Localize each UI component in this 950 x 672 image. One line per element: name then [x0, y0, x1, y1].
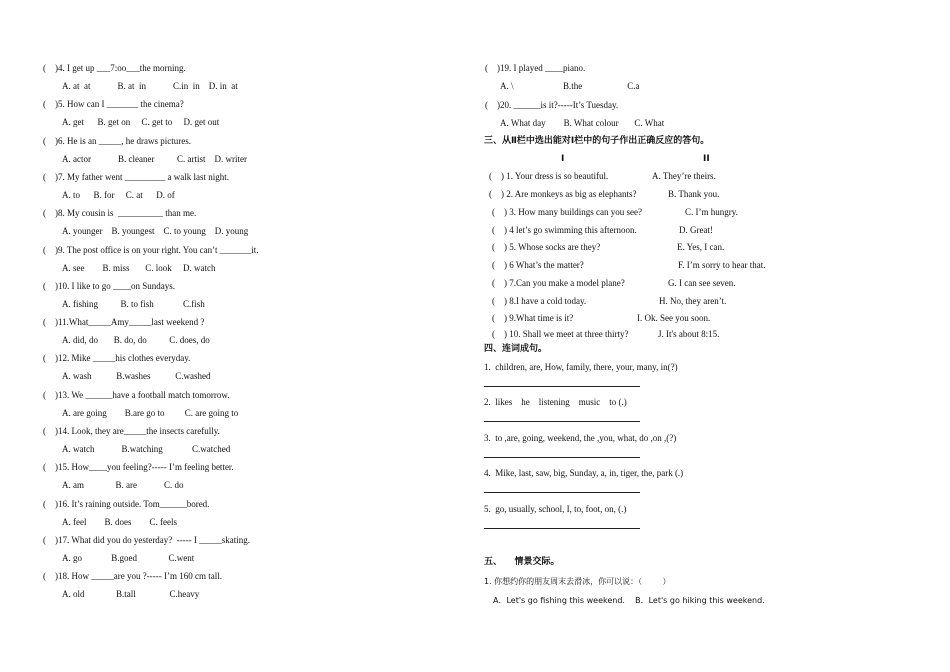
match-answer: A. They’re theirs.	[652, 171, 716, 181]
question-line: ( )8. My cousin is __________ than me.	[43, 208, 197, 219]
word-order-item: 4. Mike, last, saw, big, Sunday, a, in, tiger, the, park (.)	[484, 468, 684, 478]
match-answer: E. Yes, I can.	[677, 242, 725, 252]
question-options: A. feel B. does C. feels	[62, 516, 177, 527]
question-options: A. go B.goed C.went	[62, 552, 195, 563]
word-order-item: 5. go, usually, school, I, to, foot, on, (.)	[484, 504, 627, 514]
match-answer: D. Great!	[679, 225, 713, 235]
match-answer: G. I can see seven.	[668, 278, 736, 288]
question-line: ( )5. How can I _______ the cinema?	[43, 99, 184, 110]
answer-line	[484, 386, 640, 387]
question-options: A. wash B.washes C.washed	[62, 371, 211, 382]
question-options: A. watch B.watching C.watched	[62, 444, 231, 454]
question-options: A. What day B. What colour C. What	[500, 118, 665, 128]
question-line: ( )19. I played ____piano.	[485, 63, 586, 73]
column-header-1: I	[561, 154, 565, 164]
match-item: ( ) 8.I have a cold today.	[492, 296, 587, 306]
question-line: ( )16. It’s raining outside. Tom______bored.	[43, 498, 210, 509]
match-item: ( ) 6 What’s the matter?	[492, 260, 584, 270]
question-line: ( )15. How____you feeling?----- I’m feeling better.	[43, 462, 234, 473]
section-title: 四、连词成句。	[484, 344, 548, 354]
question-line: ( )4. I get up ___7:oo___the morning.	[43, 63, 186, 73]
match-answer: F. I’m sorry to hear that.	[678, 260, 766, 270]
question-options: A. at at B. at in C.in in D. in at	[62, 81, 238, 91]
question-line: ( )18. How _____are you ?----- I’m 160 cm tall.	[43, 571, 222, 582]
question-options: A. get B. get on C. get to D. get out	[62, 117, 220, 128]
question-line: ( )14. Look, they are_____the insects carefully.	[43, 426, 220, 436]
question-line: ( )11.What_____Amy_____last weekend ?	[43, 317, 205, 328]
match-item: ( ) 5. Whose socks are they?	[492, 242, 601, 252]
question-line: ( )9. The post office is on your right. You can’t _______it.	[43, 244, 259, 255]
question-options: A. did, do B. do, do C. does, do	[62, 335, 210, 346]
question-line: ( )12. Mike _____his clothes everyday.	[43, 353, 191, 364]
match-item: ( ) 3. How many buildings can you see?	[492, 207, 642, 217]
match-answer: C. I’m hungry.	[685, 207, 738, 217]
question-options: A. younger B. youngest C. to young D. young	[62, 226, 249, 237]
question-options: A. fishing B. to fish C.fish	[62, 298, 205, 309]
question-options: A. are going B.are go to C. are going to	[62, 407, 239, 418]
answer-line	[484, 492, 640, 493]
match-item: ( ) 9.What time is it?	[492, 313, 574, 323]
match-item: ( ) 1. Your dress is so beautiful.	[489, 171, 609, 181]
match-answer: J. It's about 8:15.	[658, 329, 720, 339]
situation-question: 1. 你想约你的朋友周末去滑冰，你可以说：（ ）	[484, 577, 671, 586]
match-item: ( ) 2. Are monkeys as big as elephants?	[489, 189, 637, 199]
match-answer: B. Thank you.	[668, 189, 720, 199]
question-line: ( )20. ______is it?-----It’s Tuesday.	[485, 100, 619, 110]
question-line: ( )10. I like to go ____on Sundays.	[43, 280, 175, 291]
question-line: ( )17. What did you do yesterday? ----- I _____skating.	[43, 534, 251, 545]
question-options: A. to B. for C. at D. of	[62, 189, 175, 200]
answer-line	[484, 457, 640, 458]
match-item: ( ) 7.Can you make a model plane?	[492, 278, 625, 288]
column-header-2: II	[703, 154, 710, 164]
word-order-item: 1. children, are, How, family, there, your, many, in(?)	[484, 362, 678, 372]
match-answer: I. Ok. See you soon.	[637, 313, 711, 323]
question-options: A. \ B.the C.a	[500, 81, 640, 91]
match-item: ( ) 10. Shall we meet at three thirty?	[492, 329, 629, 339]
match-item: ( ) 4 let’s go swimming this afternoon.	[492, 225, 637, 235]
question-line: ( )13. We ______have a football match tomorrow.	[43, 389, 230, 400]
question-options: A. see B. miss C. look D. watch	[62, 262, 216, 273]
match-answer: H. No, they aren’t.	[659, 296, 727, 306]
question-options: A. actor B. cleaner C. artist D. writer	[62, 153, 247, 164]
situation-options: A．Let's go fishing this weekend. B．Let's go hiking this weekend.	[493, 596, 765, 605]
question-options: A. am B. are C. do	[62, 480, 184, 491]
word-order-item: 2. likes he listening music to (.)	[484, 397, 627, 407]
question-options: A. old B.tall C.heavy	[62, 589, 200, 600]
question-line: ( )6. He is an _____, he draws pictures.	[43, 135, 191, 146]
answer-line	[484, 528, 640, 529]
word-order-item: 3. to ,are, going, weekend, the ,you, what, do ,on ,(?)	[484, 433, 677, 443]
question-line: ( )7. My father went _________ a walk last night.	[43, 171, 229, 182]
section-title: 三、从Ⅱ栏中选出能对Ⅰ栏中的句子作出正确反应的答句。	[484, 136, 710, 146]
section-title: 五、 情景交际。	[484, 557, 560, 567]
answer-line	[484, 421, 640, 422]
